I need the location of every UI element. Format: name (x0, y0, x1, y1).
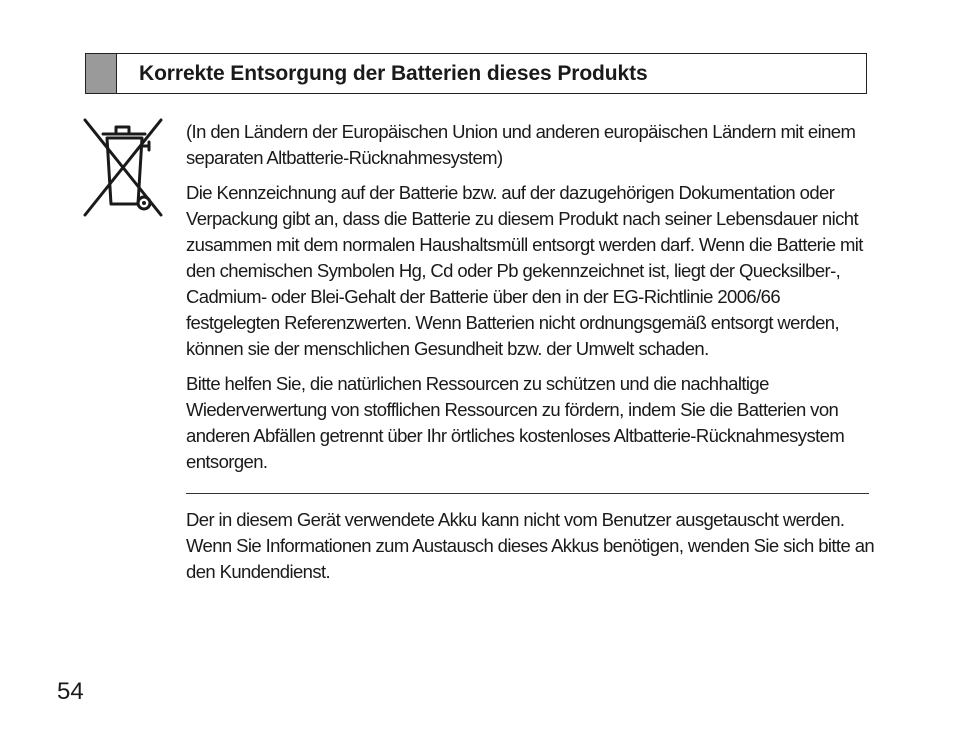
page-number: 54 (57, 678, 84, 705)
crossed-out-wheeled-bin-icon (83, 118, 163, 218)
paragraph-resources: Bitte helfen Sie, die natürlichen Ressourcen zu schützen und die nachhaltige Wiederverwertung von stofflichen Ressourcen zu fördern, indem Sie die Batterien von anderen Abfällen getrennt über Ihr örtliches kostenloses Altbatterie-Rücknahmesystem entsorgen. (186, 373, 845, 472)
divider (186, 493, 869, 494)
paragraph-marking: Die Kennzeichnung auf der Batterie bzw. auf der dazugehörigen Dokumentation oder Verpackung gibt an, dass die Batterie zu diesem Produkt nach seiner Lebensdauer nicht zusammen mit dem normalen Haushaltsmüll entsorgt werden darf. Wenn die Batterie mit den chemischen Symbolen Hg, Cd oder Pb gekennzeichnet ist, liegt der Quecksilber-, Cadmium- oder Blei-Gehalt der Batterie über den in der EG-Richtlinie 2006/66 festgelegten Referenzwerten. Wenn Batterien nicht ordnungsgemäß entsorgt werden, können sie der menschlichen Gesundheit bzw. der Umwelt schaden. (186, 182, 863, 359)
section-header (85, 53, 867, 94)
section-header-tab (86, 54, 117, 93)
intro-text: (In den Ländern der Europäischen Union und anderen europäischen Ländern mit einem separaten Altbatterie-Rücknahmesystem) (186, 121, 856, 168)
note-text: Der in diesem Gerät verwendete Akku kann nicht vom Benutzer ausgetauscht werden. Wenn Sie Informationen zum Austausch dieses Akkus benötigen, wenden Sie sich bitte an den Kundendienst. (186, 509, 875, 582)
content-area (186, 119, 876, 585)
section-title: Korrekte Entsorgung der Batterien dieses Produkts (139, 61, 648, 85)
